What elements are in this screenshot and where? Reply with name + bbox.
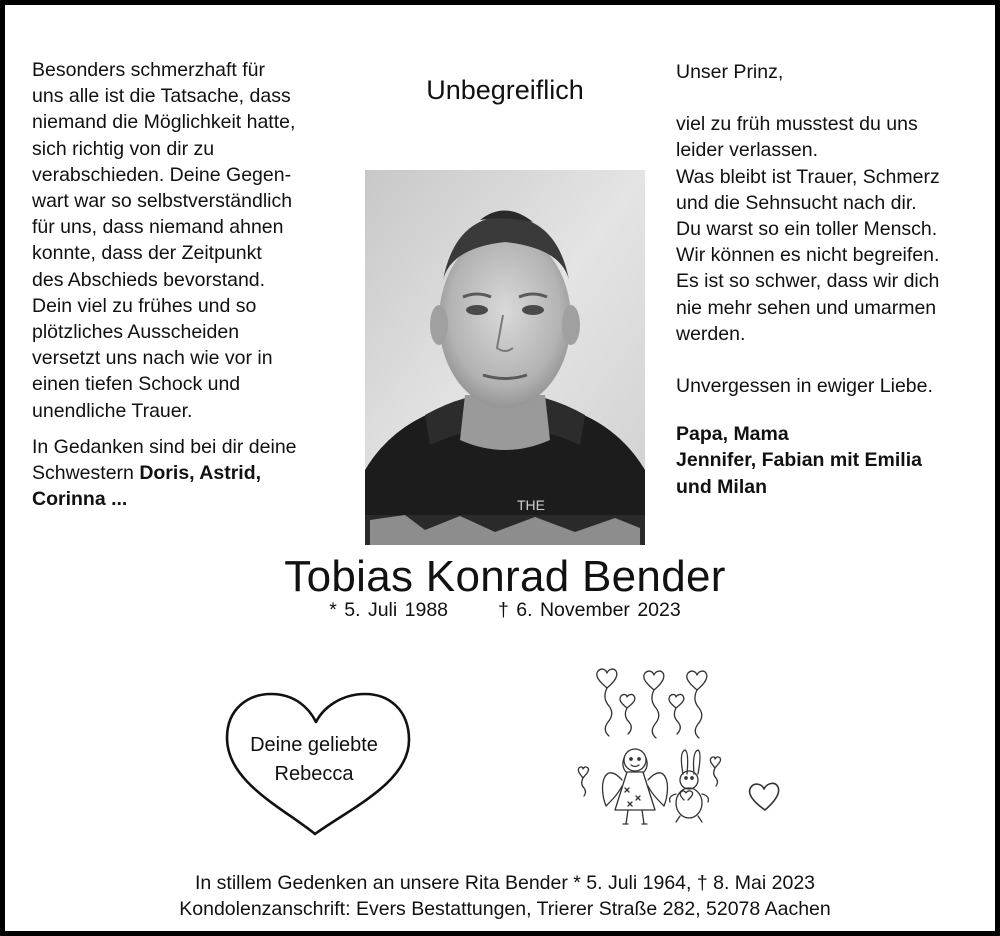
portrait-photo: [365, 170, 645, 545]
footer-condolence-address: Kondolenzanschrift: Evers Bestattungen, Trierer Straße 282, 52078 Aachen: [179, 898, 831, 920]
portrait-image: [365, 170, 645, 545]
birth-date: * 5. Juli 1988: [329, 599, 449, 621]
left-paragraph-1: Besonders schmerzhaft für uns alle ist die Tatsache, dass niemand die Möglichkeit hatte, sich richtig von dir zu verabschieden. Deine Gegen- wart war so selbstverständlich für uns, dass niemand ahnen konnte, dass der Zeitpunkt des Abschieds bevorstand. Dein viel zu frühes und so plötzliches Ausscheiden versetzt uns nach wie vor in einen tiefen Schock und unendliche Trauer.: [32, 59, 296, 422]
sisters-names: Doris, Astrid,: [139, 462, 262, 485]
death-date: † 6. November 2023: [498, 599, 681, 621]
right-column-text: [676, 59, 981, 500]
footer-memorial-line: In stillem Gedenken an unsere Rita Bender * 5. Juli 1964, † 8. Mai 2023: [194, 872, 816, 894]
heart-message: Deine geliebte Rebecca: [250, 734, 378, 785]
left-paragraph-2: In Gedanken sind bei dir deine Schwestern Doris, Astrid, Corinna ...: [32, 435, 297, 511]
sisters-names-continued: Corinna ...: [32, 488, 128, 511]
hoodie-text: THE: [517, 497, 545, 513]
signatures: Papa, Mama Jennifer, Fabian mit Emilia und Milan: [676, 423, 922, 498]
right-closing: Unvergessen in ewiger Liebe.: [676, 375, 933, 398]
right-paragraph: viel zu früh musstest du uns leider verlassen. Was bleibt ist Trauer, Schmerz und die Sehnsucht nach dir. Du warst so ein toller Mensch. Wir können es nicht begreifen. Es ist so schwer, dass wir dich nie mehr sehen und umarmen werden.: [676, 113, 940, 345]
heading-unbegreiflich: Unbegreiflich: [426, 75, 584, 105]
footer: [5, 870, 1000, 922]
child-drawing-icon: [570, 660, 785, 835]
right-salutation: Unser Prinz,: [676, 61, 784, 83]
life-dates: [5, 599, 1000, 622]
left-column-text: [32, 57, 352, 512]
deceased-name: Tobias Konrad Bender: [284, 552, 726, 601]
